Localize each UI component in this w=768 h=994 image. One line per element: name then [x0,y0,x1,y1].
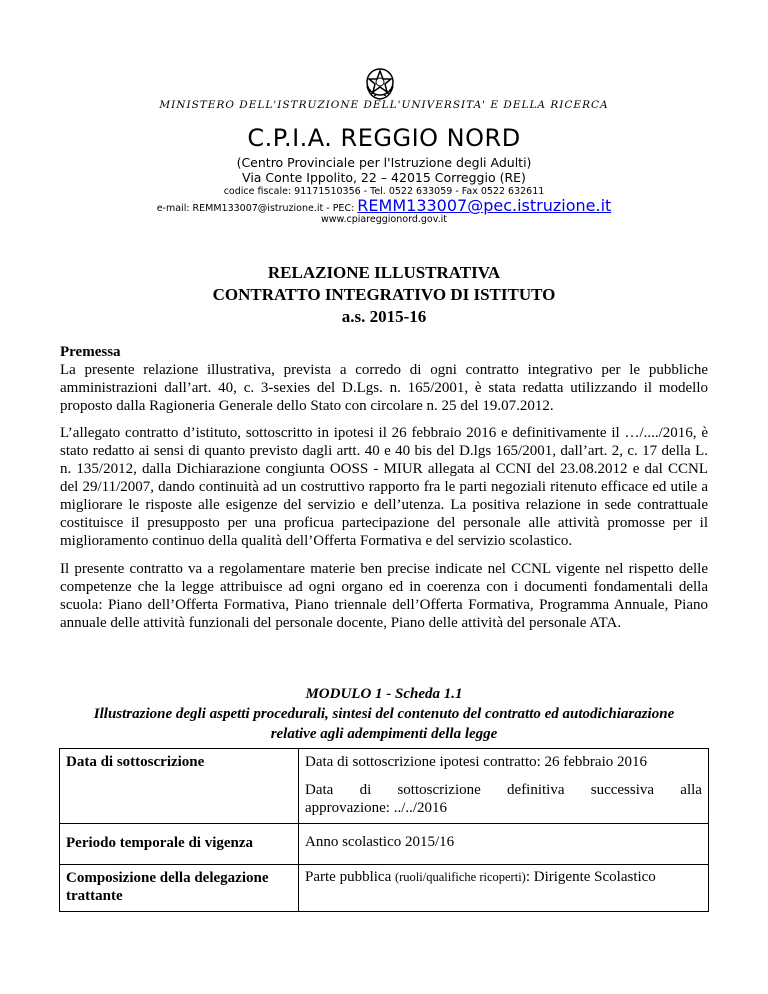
school-name: C.P.I.A. REGGIO NORD [247,124,521,152]
word: di [359,782,372,798]
email-line [0,196,768,215]
word: sottoscrizione [397,782,481,798]
premessa-section [60,343,708,415]
table-label-cell: Composizione della delegazione trattante [60,865,299,912]
signing-date-definitive: approvazione: ../../2016 [305,800,448,816]
module-title: MODULO 1 - Scheda 1.1 [305,686,463,702]
table-value-cell [299,865,709,912]
contract-paragraph-section [60,424,708,550]
table-value-cell [299,749,709,824]
school-year: a.s. 2015-16 [341,307,427,326]
school-subtitle: (Centro Provinciale per l'Istruzione degli Adulti) [236,155,532,170]
table-label-cell: Periodo temporale di vigenza [60,824,299,865]
premessa-heading: Premessa [60,344,121,360]
table-row [60,865,709,912]
signing-date-hypothesis: Data di sottoscrizione ipotesi contratto: 26 febbraio 2016 [305,754,647,770]
word: successiva [590,782,655,798]
premessa-paragraph-2: L’allegato contratto d’istituto, sottoscritto in ipotesi il 26 febbraio 2016 e definitivamente il …/..../2016, è stato redatto ai sensi di quanto previsto dagli artt. 40 e 40 bis del D.lgs 165/2001, dall’art. 2, c. 17 della L. n. 135/2012, dalla Dichiarazione congiunta OOSS - MIUR allegata al CCNI del 23.08.2012 e dal CCNL del 29/11/2007, dando continuità ad un costruttivo rapporto fra le parti negoziali ritenuto efficace ed utile a migliorare le risposte alle esigenze del servizio e dell’utenza. La positiva relazione in sede contrattuale costituisce il presupposto per una proficua partecipazione del personale alle attività promosse per il miglioramento continuo della qualità dell’Offerta Formativa e del servizio scolastico. [60,425,708,549]
premessa-paragraph-3: Il presente contratto va a regolamentare materie ben precise indicate nel CCNL vigente nel rispetto delle competenze che la legge attribuisce ad ogni organo ed in coerenza con i documenti fondamentali della scuola: Piano dell’Offerta Formativa, Piano triennale dell’Offerta Formativa, Programma Annuale, Piano annuale delle attività funzionali del personale docente, Piano delle attività del personale ATA. [60,561,708,631]
signing-date-definitive-line [305,781,702,799]
table-value-cell: Anno scolastico 2015/16 [299,824,709,865]
scope-paragraph-section [60,560,708,632]
school-address: Via Conte Ippolito, 22 – 42015 Correggio (RE) [242,170,526,185]
table-label-cell: Data di sottoscrizione [60,749,299,824]
table-row [60,824,709,865]
party-suffix: : Dirigente Scolastico [525,869,656,885]
word: alla [680,782,702,798]
document-title: RELAZIONE ILLUSTRATIVA [267,263,501,282]
word: definitiva [507,782,565,798]
ministry-heading: MINISTERO DELL'ISTRUZIONE DELL'UNIVERSITA' E DELLA RICERCA [159,99,609,111]
pec-email-link[interactable]: REMM133007@pec.istruzione.it [357,196,612,215]
premessa-paragraph-1: La presente relazione illustrativa, prevista a corredo di ogni contratto integrativo per le pubbliche amministrazioni dall’art. 40, c. 3-sexies del D.Lgs. n. 165/2001, è stata redatta utilizzando il modello proposto dalla Ragioneria Generale dello Stato con circolare n. 25 del 19.07.2012. [60,362,708,414]
fiscal-contact-line: codice fiscale: 91171510356 - Tel. 0522 633059 - Fax 0522 632611 [223,186,545,197]
party-prefix: Parte pubblica [305,869,395,885]
table-row [60,749,709,824]
word: Data [305,782,334,798]
document-subtitle: CONTRATTO INTEGRATIVO DI ISTITUTO [212,285,556,304]
email-label: e-mail: REMM133007@istruzione.it - PEC: [156,203,358,214]
info-table [59,748,709,912]
website-line: www.cpiareggionord.gov.it [321,214,447,225]
module-subtitle-line-2: relative agli adempimenti della legge [270,726,498,742]
party-roles-note: (ruoli/qualifiche ricoperti) [394,870,526,884]
module-subtitle-line-1: Illustrazione degli aspetti procedurali, sintesi del contenuto del contratto ed autodichiarazione [93,706,675,722]
